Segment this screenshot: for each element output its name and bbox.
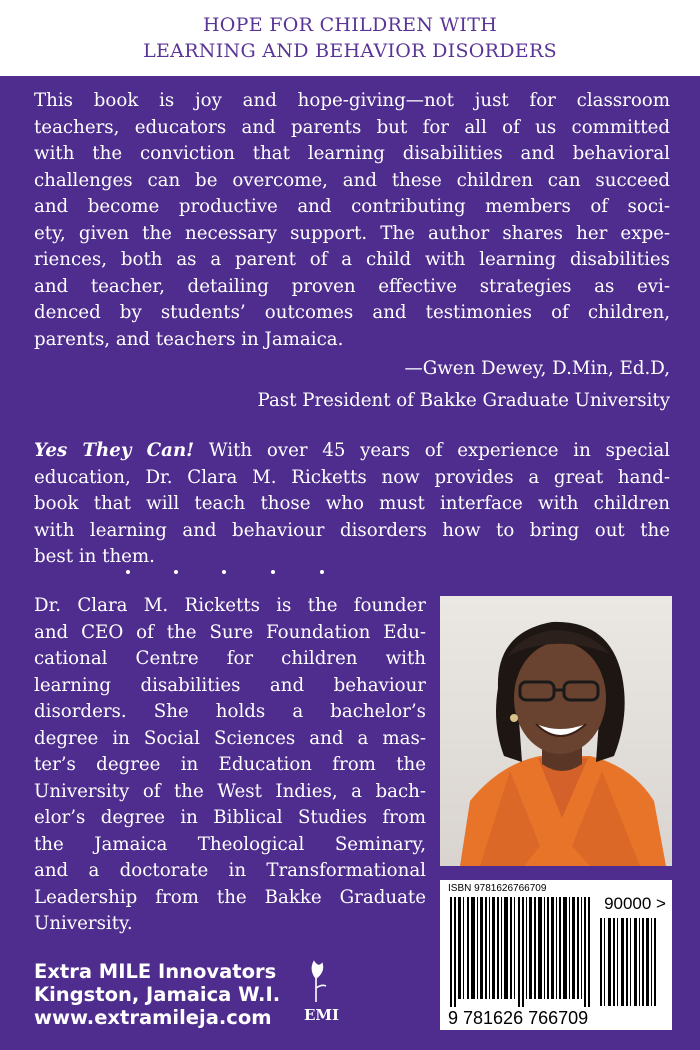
blurb-line [34,438,670,465]
divider-dot [271,570,275,574]
price-code: 90000 > [604,894,666,913]
bio-line: University. [34,913,133,934]
logo-text: EMI [304,1006,340,1024]
bio-line: Dr. Clara M. Ricketts is the founder [34,595,426,616]
publisher-logo-icon [302,958,340,1028]
bio-line: the Jamaica Theological Seminary, [34,833,426,855]
divider-dot [174,570,178,574]
isbn-label: ISBN 9781626766709 [448,883,547,894]
divider-dot [126,570,130,574]
isbn-digit-text: 9 781626 766709 [448,1008,589,1028]
endorsement-author: —Gwen Dewey, D.Min, Ed.D, [404,358,670,379]
endorsement-line: and teacher, detailing proven effective strategies as evi- [34,275,670,297]
book-subtitle [0,12,700,64]
publisher-name: Extra MILE Innovators [34,960,277,983]
blurb-line: best in them. [34,546,155,567]
blurb-line: book that will teach those who must interface with children [34,493,670,514]
blurb-line: education, Dr. Clara M. Ricketts now provides a great hand- [34,466,670,488]
barcode [440,880,672,1030]
bio-line: learning disabilities and behaviour [34,674,426,696]
price-barcode-bars [600,918,662,1006]
bio-line: elor’s degree in Biblical Studies from [34,807,426,828]
endorsement-line: with the conviction that learning disabilities and behavioral [34,143,670,164]
publisher-website[interactable]: www.extramileja.com [34,1006,272,1029]
endorsement-line: and become productive and contributing members of soci- [34,196,670,217]
subtitle-line-1: HOPE FOR CHILDREN WITH [202,14,498,36]
publisher-location: Kingston, Jamaica W.I. [34,983,281,1006]
divider-dot [222,570,226,574]
endorsement-line: riences, both as a parent of a child with learning disabilities [34,249,670,270]
endorsement-line: ety, given the necessary support. The author shares her expe- [34,222,670,244]
section-divider-dots [126,566,326,578]
author-photo [440,596,672,866]
bio-line: and a doctorate in Transformational [34,860,426,881]
author-bio [34,593,426,938]
bio-line: cational Centre for children with [34,648,426,669]
bio-line: and CEO of the Sure Foundation Edu- [34,621,426,643]
blurb-line-1-rest: With over 45 years of experience in special [194,440,670,461]
subtitle-line-2: LEARNING AND BEHAVIOR DISORDERS [143,40,557,62]
bio-line: ter’s degree in Education from the [34,754,426,775]
bio-line: University of the West Indies, a bach- [34,780,426,802]
endorsement-line: parents, and teachers in Jamaica. [34,328,344,350]
endorsement-author-title: Past President of Bakke Graduate University [257,390,670,411]
bio-line: disorders. She holds a bachelor’s [34,701,426,722]
bio-line: Leadership from the Bakke Graduate [34,886,426,908]
divider-dot [320,570,324,574]
author-portrait-illustration [440,596,672,866]
blurb-line: with learning and behaviour disorders how to bring out the [34,519,670,541]
endorsement-line: challenges can be overcome, and these children can succeed [34,169,670,191]
endorsement-line: denced by students’ outcomes and testimonies of children, [34,302,670,323]
endorsement-line: teachers, educators and parents but for all of us committed [34,116,670,138]
endorsement-line: This book is joy and hope-giving—not just for classroom [34,90,670,111]
isbn-barcode-bars [448,897,598,1007]
book-title-emphasis: Yes They Can! [34,440,195,461]
book-blurb [34,438,670,571]
endorsement-quote [34,88,670,353]
bio-line: degree in Social Sciences and a mas- [34,727,426,749]
